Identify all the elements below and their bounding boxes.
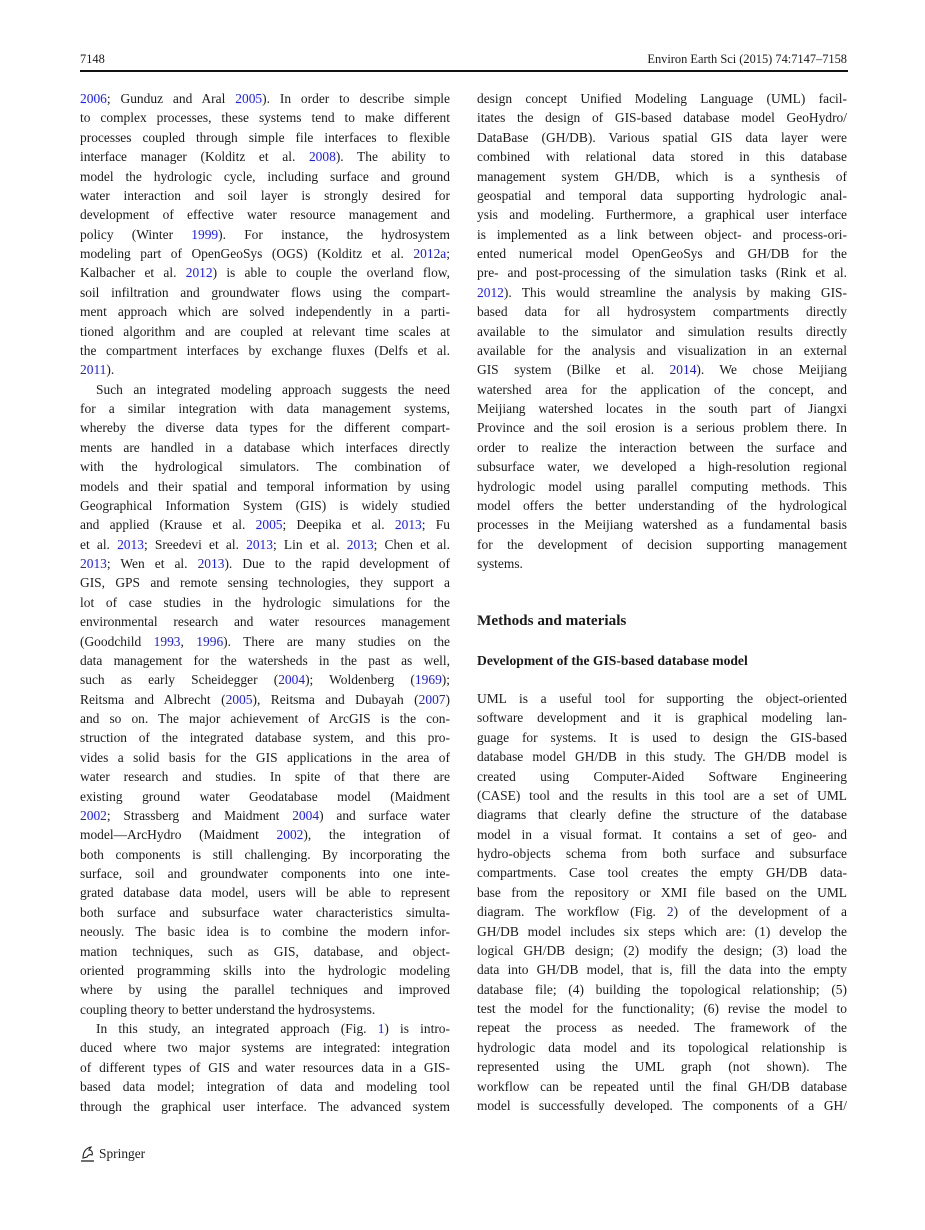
text-line — [477, 708, 847, 727]
text-span: created using Computer-Aided Software Engineering — [477, 768, 847, 784]
text-line — [477, 960, 847, 979]
text-span: whereby the diverse data types for the different compart- — [80, 420, 450, 436]
text-span: interface manager (Kolditz et al. — [80, 149, 309, 165]
text-span: based data model; integration of data and modeling tool — [80, 1079, 450, 1095]
text-span: pre- and post-processing of the simulation tasks (Rink et al. — [477, 265, 847, 281]
text-span: processes in the Meijiang watershed as a fundamental basis — [477, 517, 847, 533]
text-span: represented using the UML graph (not shown). The — [477, 1059, 847, 1075]
text-span: ; Sreedevi et al. — [143, 536, 247, 552]
text-line — [80, 186, 450, 205]
text-span: base from the repository or XMI file based on the UML — [477, 884, 847, 900]
text-span: ) and surface water — [319, 807, 450, 823]
text-line — [477, 167, 847, 186]
text-span: et al. — [80, 536, 118, 552]
text-span: model is successfully developed. The components of a GH/ — [477, 1097, 847, 1113]
text-span: ). In order to describe simple — [262, 91, 450, 106]
text-span: vides a solid basis for the GIS applications in the area of — [80, 749, 450, 765]
text-line — [477, 1018, 847, 1037]
text-span: ) — [445, 691, 450, 707]
text-span: ) is intro- — [384, 1021, 450, 1036]
text-line — [80, 593, 450, 612]
springer-logo-icon — [80, 1145, 96, 1163]
text-line — [80, 961, 450, 980]
text-span: hydrologic data model and its topological relationship is — [477, 1039, 847, 1055]
text-span: model offers the better understanding of the hydrological — [477, 497, 847, 513]
text-line — [477, 457, 847, 476]
text-line — [80, 709, 450, 728]
text-line — [477, 128, 847, 147]
text-span: database model GH/DB in this study. The GH/DB model is — [477, 749, 847, 765]
text-span: is implemented as a link between object- and process-ori- — [477, 226, 847, 242]
citation-link[interactable]: 2008 — [308, 149, 336, 165]
text-line — [80, 864, 450, 883]
text-span: GIS, GPS and remote sensing technologies, they support a — [80, 575, 450, 591]
text-line — [80, 515, 450, 534]
text-line — [477, 438, 847, 457]
text-line — [80, 205, 450, 224]
text-line — [477, 554, 847, 573]
text-line — [80, 554, 450, 573]
text-line — [477, 844, 847, 863]
text-span: ; — [446, 246, 450, 261]
text-span: environmental research and water resources management — [80, 614, 450, 630]
text-line — [477, 205, 847, 224]
text-span: Reitsma and Albrecht ( — [80, 691, 226, 707]
text-line — [477, 186, 847, 205]
text-span: and applied (Krause et al. — [80, 517, 256, 533]
text-span: for the development of decision supporting management — [477, 536, 847, 552]
text-span: Geographical Information System (GIS) is widely studied — [80, 497, 450, 513]
text-line — [80, 632, 450, 651]
text-line — [80, 651, 450, 670]
text-span: models and their spatial and temporal information by using — [80, 478, 450, 494]
text-line — [80, 690, 450, 709]
citation-link[interactable]: 2013 — [197, 556, 225, 571]
text-line — [80, 128, 450, 147]
journal-reference: Environ Earth Sci (2015) 74:7147–7158 — [647, 52, 847, 66]
text-span: compartments. Case tool creates the empty GH/DB data- — [477, 865, 847, 881]
text-span: lot of case studies in the hydrologic simulations for the — [80, 594, 450, 610]
text-line — [477, 89, 847, 108]
text-span: workflow can be repeated until the final GH/DB database — [477, 1078, 847, 1094]
text-line — [80, 1019, 450, 1038]
text-line — [80, 1000, 450, 1019]
text-span: where by using the parallel techniques and improved — [80, 982, 450, 998]
citation-link[interactable]: 2011 — [80, 362, 107, 378]
section-heading: Methods and materials — [477, 612, 627, 629]
text-span: ), the integration of — [303, 827, 450, 843]
text-span: In this study, an integrated approach (Fig. — [96, 1021, 378, 1036]
text-line — [80, 980, 450, 999]
text-line — [477, 825, 847, 844]
text-span: data management for the watersheds in the past as well, — [80, 652, 450, 668]
citation-link[interactable]: 2002 — [276, 827, 304, 843]
citation-link[interactable]: 2013 — [246, 536, 273, 552]
text-span: existing ground water Geodatabase model (Maidment — [80, 788, 450, 804]
citation-link[interactable]: 2012 — [185, 265, 213, 281]
text-line — [477, 1038, 847, 1057]
text-line — [80, 903, 450, 922]
text-line — [80, 883, 450, 902]
text-span: UML is a useful tool for supporting the object-oriented — [477, 691, 847, 706]
header-rule — [80, 70, 848, 72]
text-span: ). The ability to — [335, 149, 450, 165]
left-column — [80, 89, 450, 1116]
text-line — [477, 147, 847, 166]
text-line — [80, 380, 450, 399]
text-span: ) of the development of a — [673, 904, 847, 920]
text-line — [477, 225, 847, 244]
text-line — [477, 999, 847, 1018]
text-line — [80, 89, 450, 108]
text-line — [80, 147, 450, 166]
text-span: both surface and subsurface water characteristics simulta- — [80, 904, 450, 920]
text-span: ysis and modeling. Furthermore, a graphical user interface — [477, 207, 847, 223]
citation-link[interactable]: 2013 — [394, 517, 422, 533]
text-span: duced where two major systems are integrated: integration — [80, 1040, 450, 1056]
text-span: (Goodchild — [80, 633, 154, 649]
text-span: ; Fu — [421, 517, 450, 533]
text-line — [80, 845, 450, 864]
text-span: GH/DB model includes six steps which are: (1) develop the — [477, 923, 847, 939]
citation-link[interactable]: 1999 — [191, 226, 219, 242]
text-span: neously. The basic idea is to combine the modern infor- — [80, 924, 450, 940]
text-line — [80, 225, 450, 244]
text-line — [80, 1038, 450, 1057]
text-span: (CASE) tool and the results in this tool are a set of UML — [477, 787, 847, 803]
text-line — [477, 244, 847, 263]
text-line — [80, 283, 450, 302]
text-span: ; Strassberg and Maidment — [106, 807, 293, 823]
text-line — [80, 573, 450, 592]
text-span: ; Gunduz and Aral — [106, 91, 236, 106]
text-line — [80, 825, 450, 844]
text-line — [80, 322, 450, 341]
text-line — [80, 728, 450, 747]
text-span: model—ArcHydro (Maidment — [80, 827, 277, 843]
citation-link[interactable]: 2013 — [117, 536, 144, 552]
text-line — [80, 108, 450, 127]
text-span: and so on. The major achievement of ArcGIS is the con- — [80, 711, 450, 726]
text-line — [477, 380, 847, 399]
text-line — [477, 496, 847, 515]
text-line — [477, 1077, 847, 1096]
text-line — [477, 1096, 847, 1115]
text-span: logical GH/DB design; (2) modify the design; (3) load the — [477, 942, 847, 958]
text-span: struction of the integrated database system, and this pro- — [80, 730, 450, 746]
text-span: software development and it is graphical modeling lan- — [477, 710, 847, 726]
text-span: available to the simulator and simulation results directly — [477, 323, 847, 339]
text-line — [477, 341, 847, 360]
text-span: surface, soil and groundwater components into one inte- — [80, 866, 450, 881]
text-line — [80, 477, 450, 496]
subsection-heading: Development of the GIS-based database model — [477, 653, 748, 668]
text-line — [477, 360, 847, 379]
text-line — [477, 283, 847, 302]
citation-link[interactable]: 2012a — [413, 246, 447, 261]
text-span: guage for systems. It is used to design the GIS-based — [477, 729, 847, 745]
text-line — [80, 748, 450, 767]
citation-link[interactable]: 1993 — [153, 633, 181, 649]
text-span: ented numerical model OpenGeoSys and GH/DB for the — [477, 246, 847, 261]
text-span: available for the analysis and visualization in an external — [477, 342, 847, 358]
text-line — [477, 863, 847, 882]
text-span: ). — [106, 362, 115, 378]
text-span: ). We chose Meijiang — [696, 362, 847, 378]
text-span: ; Wen et al. — [106, 556, 198, 571]
text-span: development of effective water resource management and — [80, 207, 450, 223]
citation-link[interactable]: 1 — [377, 1021, 385, 1036]
citation-link[interactable]: 2004 — [278, 672, 306, 688]
text-span: Kalbacher et al. — [80, 265, 186, 281]
text-line — [80, 1058, 450, 1077]
citation-link[interactable]: 1969 — [414, 672, 442, 688]
text-line — [477, 883, 847, 902]
text-span: ); Woldenberg ( — [305, 672, 415, 688]
citation-link[interactable]: 2007 — [418, 691, 446, 707]
citation-link[interactable]: 2004 — [292, 807, 320, 823]
citation-link[interactable]: 2005 — [235, 91, 263, 106]
text-line — [80, 496, 450, 515]
text-span: both components is still challenging. By incorporating the — [80, 846, 450, 862]
text-line — [477, 747, 847, 766]
text-span: DataBase (GH/DB). Various spatial GIS data layer were — [477, 129, 847, 145]
text-line — [477, 767, 847, 786]
text-line — [477, 728, 847, 747]
text-line — [80, 670, 450, 689]
text-span: ). For instance, the hydrosystem — [218, 226, 450, 242]
text-line — [80, 167, 450, 186]
text-span: through the graphical user interface. The advanced system — [80, 1098, 450, 1114]
citation-link[interactable]: 2012 — [477, 284, 504, 300]
text-line — [477, 399, 847, 418]
text-line — [477, 418, 847, 437]
text-line — [477, 477, 847, 496]
text-line — [80, 1097, 450, 1116]
text-span: policy (Winter — [80, 226, 192, 242]
text-span: Such an integrated modeling approach suggests the need — [96, 381, 450, 397]
text-line — [80, 922, 450, 941]
text-line — [80, 1077, 450, 1096]
text-span: ; Lin et al. — [272, 536, 347, 552]
publisher-footer — [80, 1145, 145, 1163]
text-span: database file; (4) building the topological relationship; (5) — [477, 981, 847, 997]
text-span: ). Due to the rapid development of — [224, 556, 450, 571]
publisher-name: Springer — [99, 1146, 146, 1161]
text-span: , — [180, 633, 197, 649]
text-span: Meijiang watershed locates in the south part of Jiangxi — [477, 401, 847, 416]
text-span: itates the design of GIS-based database model GeoHydro/ — [477, 110, 847, 126]
text-line — [80, 457, 450, 476]
text-span: management system GH/DB, which is a synthesis of — [477, 168, 847, 184]
text-span: the compartment interfaces by exchange fluxes (Delfs et al. — [80, 342, 450, 358]
text-line — [477, 302, 847, 321]
citation-link[interactable]: 2006 — [80, 91, 107, 106]
text-span: diagram. The workflow (Fig. — [477, 904, 667, 920]
text-span: ; Chen et al. — [373, 536, 450, 552]
text-line — [80, 806, 450, 825]
right-column-intro — [477, 89, 847, 573]
text-span: ); — [441, 672, 450, 688]
text-line — [477, 535, 847, 554]
text-line — [80, 263, 450, 282]
text-line — [477, 108, 847, 127]
citation-link[interactable]: 2013 — [80, 556, 107, 571]
right-column-section — [477, 689, 847, 1115]
text-span: ). There are many studies on the — [223, 633, 450, 649]
text-line — [80, 767, 450, 786]
text-span: such as early Scheidegger ( — [80, 672, 279, 688]
text-span: ments are handled in a database which interfaces directly — [80, 439, 450, 455]
text-span: test the model for the functionality; (6) revise the model to — [477, 1001, 847, 1016]
text-span: repeat the process as needed. The framework of the — [477, 1020, 847, 1036]
text-span: ). This would streamline the analysis by making GIS- — [503, 284, 847, 300]
text-span: based data for all hydrosystem compartments directly — [477, 304, 847, 320]
text-span: data into GH/DB model, that is, fill the data into the empty — [477, 962, 847, 978]
text-span: ) is able to couple the overland flow, — [212, 265, 450, 281]
text-span: ; Deepika et al. — [282, 517, 395, 533]
text-span: oriented programming skills into the hydrologic modeling — [80, 962, 450, 978]
text-span: to complex processes, these systems tend to make different — [80, 110, 450, 126]
page-number: 7148 — [80, 52, 105, 66]
citation-link[interactable]: 2005 — [255, 517, 283, 533]
citation-link[interactable]: 2002 — [80, 807, 107, 823]
text-line — [477, 263, 847, 282]
text-span: grated database data model, users will be able to represent — [80, 885, 450, 901]
text-line — [80, 244, 450, 263]
citation-link[interactable]: 2005 — [225, 691, 253, 707]
text-span: model the hydrologic cycle, including surface and ground — [80, 168, 450, 184]
text-line — [477, 941, 847, 960]
text-line — [80, 302, 450, 321]
text-span: model in a visual format. It contains a set of geo- and — [477, 826, 847, 842]
text-span: geospatial and temporal data supporting hydrologic anal- — [477, 187, 847, 203]
text-span: tioned algorithm and are coupled at relevant time scales at — [80, 323, 450, 339]
text-line — [477, 980, 847, 999]
text-span: ), Reitsma and Dubayah ( — [252, 691, 419, 707]
text-span: for a similar integration with data management systems, — [80, 401, 450, 416]
text-span: with the hydrological simulators. The combination of — [80, 459, 450, 475]
text-span: ment approach which are solved independently in a parti- — [80, 304, 450, 320]
text-span: of different types of GIS and water resources data in a GIS- — [80, 1059, 450, 1075]
text-line — [477, 515, 847, 534]
text-line — [80, 612, 450, 631]
text-line — [477, 1057, 847, 1076]
text-line — [80, 942, 450, 961]
text-span: GIS system (Bilke et al. — [477, 362, 670, 378]
text-line — [80, 341, 450, 360]
text-span: Province and the soil erosion is a serious problem there. In — [477, 420, 847, 436]
citation-link[interactable]: 2013 — [346, 536, 374, 552]
text-span: design concept Unified Modeling Language (UML) facil- — [477, 91, 847, 106]
text-line — [477, 805, 847, 824]
text-line — [80, 787, 450, 806]
text-span: processes coupled through simple file interfaces to flexible — [80, 129, 450, 145]
text-line — [80, 399, 450, 418]
text-span: watershed area for the application of the concept, and — [477, 381, 847, 397]
text-span: water research and studies. In spite of that there are — [80, 769, 450, 785]
text-line — [80, 438, 450, 457]
citation-link[interactable]: 2 — [666, 904, 674, 920]
text-span: water interaction and soil layer is strongly desired for — [80, 187, 450, 203]
text-span: hydrologic model using parallel computing methods. This — [477, 478, 847, 494]
text-line — [477, 902, 847, 921]
text-span: combined with relational data stored in this database — [477, 149, 847, 165]
text-line — [80, 535, 450, 554]
text-line — [477, 922, 847, 941]
text-line — [477, 786, 847, 805]
text-span: order to realize the interaction between the surface and — [477, 439, 847, 455]
text-span: mation techniques, such as GIS, database, and object- — [80, 943, 450, 959]
text-span: subsurface water, we developed a high-resolution regional — [477, 459, 847, 475]
text-span: hydro-objects schema from both surface and subsurface — [477, 846, 847, 861]
citation-link[interactable]: 2014 — [669, 362, 697, 378]
text-span: systems. — [477, 556, 523, 571]
citation-link[interactable]: 1996 — [196, 633, 224, 649]
text-span: diagrams that clearly define the structure of the database — [477, 807, 847, 823]
text-line — [477, 322, 847, 341]
text-span: coupling theory to better understand the hydrosystems. — [80, 1001, 376, 1017]
text-span: modeling part of OpenGeoSys (OGS) (Kolditz et al. — [80, 246, 414, 261]
text-line — [80, 360, 450, 379]
text-span: soil infiltration and groundwater flows using the compart- — [80, 284, 450, 300]
text-line — [477, 689, 847, 708]
text-line — [80, 418, 450, 437]
